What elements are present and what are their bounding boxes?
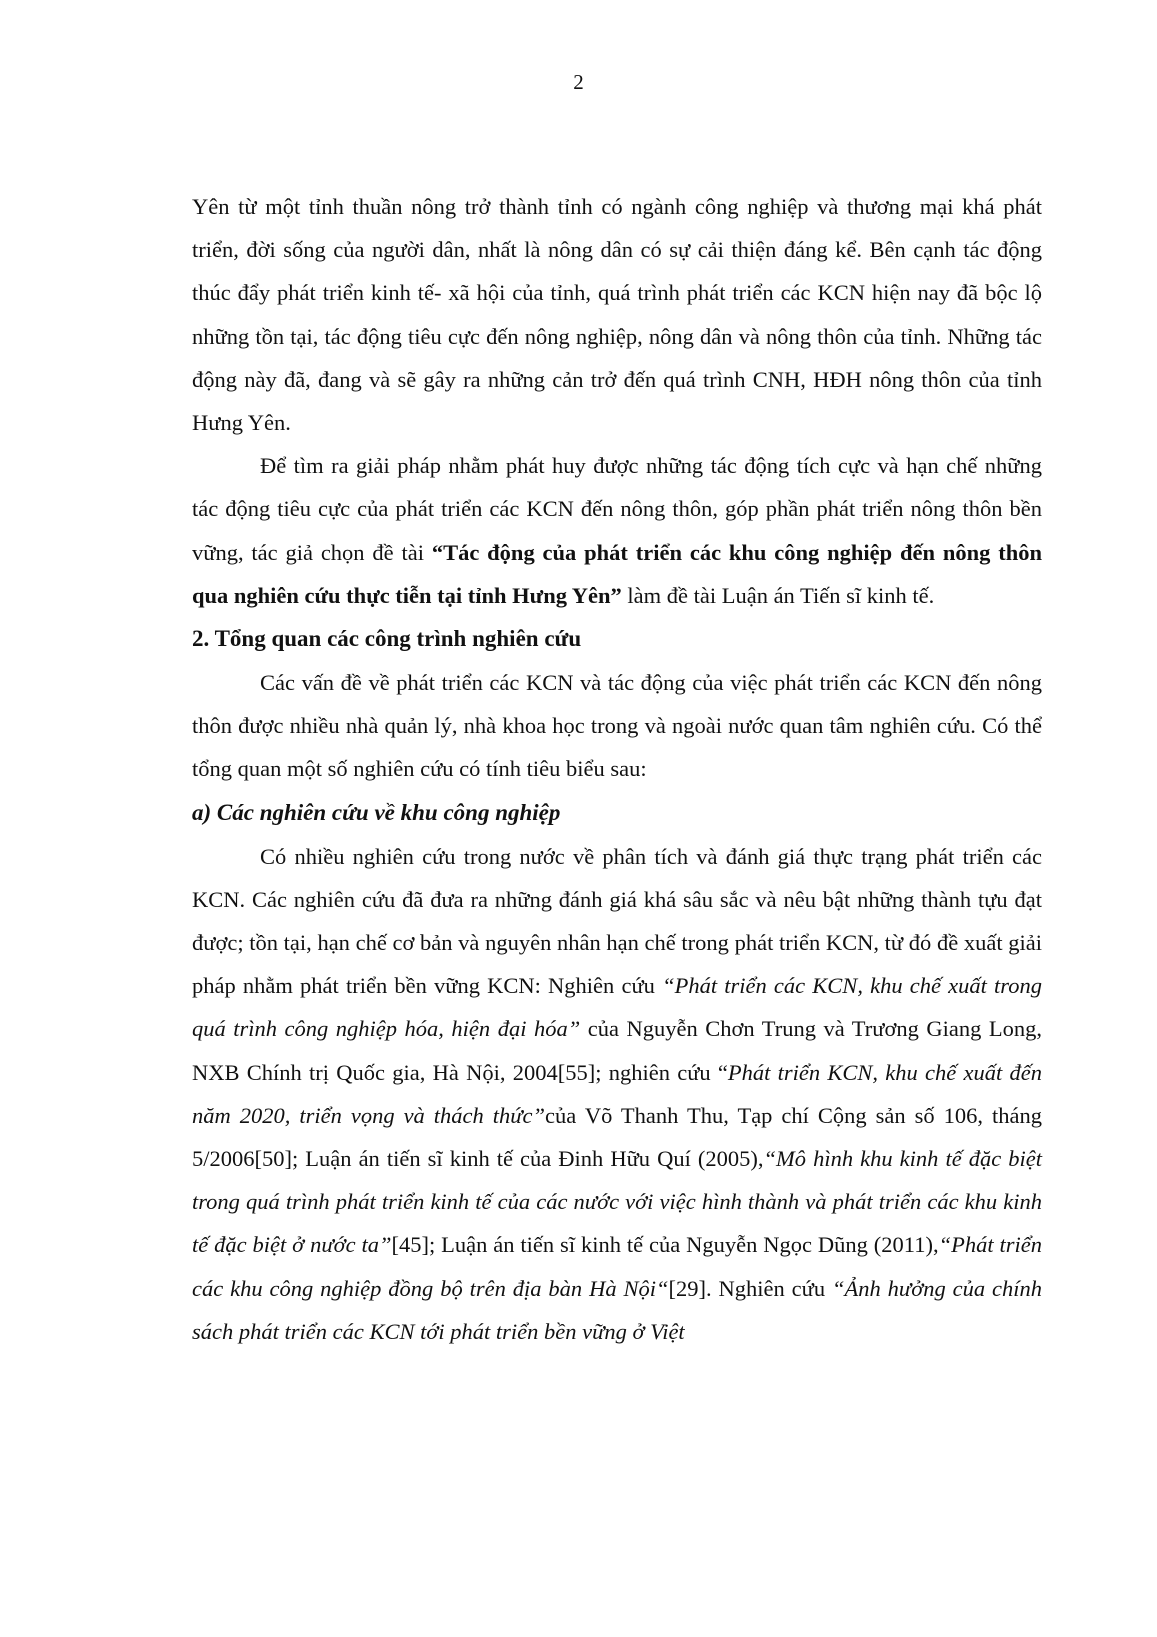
paragraph-text: của Võ Thanh Thu, Tạp chí Cộng sản số 106, tháng 5/2006[50]; Luận án tiến sĩ kinh tế của Đinh Hữu Quí (2005),: [192, 1102, 1042, 1172]
subsection-heading: a) Các nghiên cứu về khu công nghiệp: [192, 799, 561, 825]
paragraph-topic-selection: [192, 444, 1042, 617]
cited-work-title: “Phát triển các khu công nghiệp đồng bộ trên địa bàn Hà Nội“: [192, 1232, 1042, 1301]
cited-work-title: “Mô hình khu kinh tế đặc biệt trong quá trình phát triển kinh tế của các nước với việc hình thành và phát triển các khu kinh tế đặc biệt ở nước ta”: [192, 1146, 1043, 1258]
paragraph-text: [45]; Luận án tiến sĩ kinh tế của Nguyễn Ngọc Dũng (2011),: [391, 1232, 939, 1258]
paragraph-text: của Nguyễn Chơn Trung và Trương Giang Long, NXB Chính trị Quốc gia, Hà Nội, 2004[55]; nghiên cứu “: [192, 1016, 1042, 1085]
paragraph-overview: Các vấn đề về phát triển các KCN và tác động của việc phát triển các KCN đến nông thôn được nhiều nhà quản lý, nhà khoa học trong và ngoài nước quan tâm nghiên cứu. Có thể tổng quan một số nghiên cứu có tính tiêu biểu sau:: [192, 670, 1042, 782]
paragraph-text: [29]. Nghiên cứu: [668, 1275, 833, 1301]
cited-work-title: Phát triển KCN, khu chế xuất đến năm 2020, triển vọng và thách thức”: [192, 1059, 1043, 1128]
paragraph-text: Có nhiều nghiên cứu trong nước về phân tích và đánh giá thực trạng phát triển các KCN. Các nghiên cứu đã đưa ra những đánh giá khá sâu sắc và nêu bật những thành tựu đạt được; tồn tại, hạn chế cơ bản và nguyên nhân hạn chế trong phát triển KCN, từ đó đề xuất giải pháp nhằm phát triển bền vững KCN: Nghiên cứu: [192, 843, 1042, 999]
paragraph-literature-review: [192, 835, 1042, 1353]
section-heading: 2. Tổng quan các công trình nghiên cứu: [192, 626, 582, 652]
cited-work-title: “Phát triển các KCN, khu chế xuất trong quá trình công nghiệp hóa, hiện đại hóa”: [192, 973, 1042, 1042]
paragraph-intro-continuation: Yên từ một tỉnh thuần nông trở thành tỉnh có ngành công nghiệp và thương mại khá phát triển, đời sống của người dân, nhất là nông dân có sự cải thiện đáng kể. Bên cạnh tác động thúc đẩy phát triển kinh tế- xã hội của tỉnh, quá trình phát triển các KCN hiện nay đã bộc lộ những tồn tại, tác động tiêu cực đến nông nghiệp, nông dân và nông thôn của tỉnh. Những tác động này đã, đang và sẽ gây ra những cản trở đến quá trình CNH, HĐH nông thôn của tỉnh Hưng Yên.: [192, 194, 1042, 436]
cited-work-title: “Ảnh hưởng của chính sách phát triển các KCN tới phát triển bền vững ở Việt: [192, 1275, 1042, 1344]
paragraph-text: làm đề tài Luận án Tiến sĩ kinh tế.: [621, 582, 935, 608]
thesis-title: “Tác động của phát triển các khu công nghiệp đến nông thôn qua nghiên cứu thực tiễn tại tỉnh Hưng Yên”: [192, 539, 1043, 608]
page-number: 2: [573, 70, 584, 94]
paragraph-text: Để tìm ra giải pháp nhằm phát huy được những tác động tích cực và hạn chế những tác động tiêu cực của phát triển các KCN đến nông thôn, góp phần phát triển nông thôn bền vững, tác giả chọn đề tài: [192, 453, 1042, 565]
document-body: [192, 185, 1042, 1353]
